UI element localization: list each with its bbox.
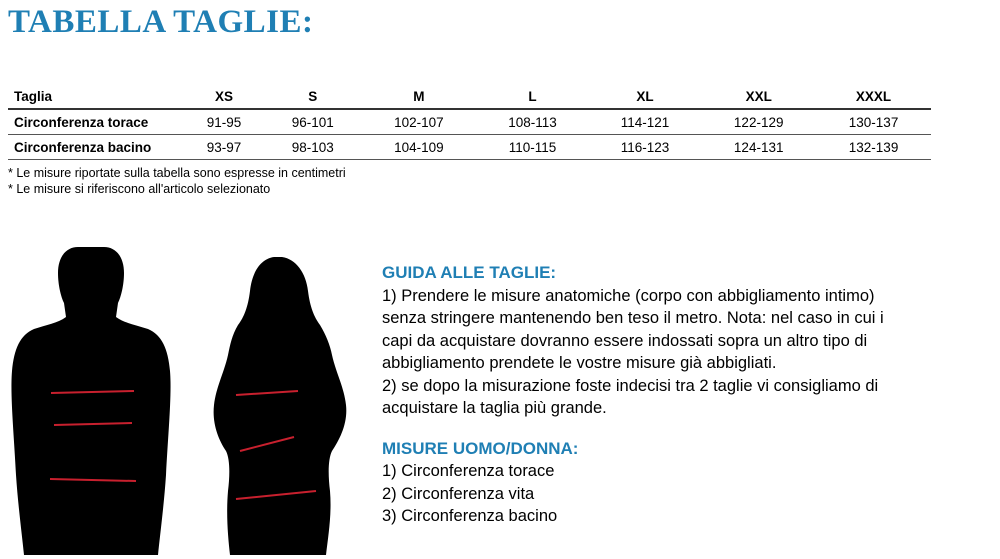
table-cell: 98-103 [264,135,361,160]
size-table [8,84,931,160]
table-header-row [8,84,931,109]
column-header: Taglia [8,84,184,109]
table-cell: 132-139 [816,135,931,160]
column-header: XXXL [816,84,931,109]
measure-item: 1) Circonferenza torace [382,462,555,480]
table-row [8,135,931,160]
table-cell: 102-107 [361,109,476,135]
guide-line: senza stringere mantenendo ben teso il metro. Nota: nel caso in cui i [382,309,884,327]
table-notes [8,165,346,197]
guide-line: abbigliamento prendete le vostre misure già abbigliati. [382,354,777,372]
table-cell: 110-115 [476,135,589,160]
size-guide [382,262,992,528]
table-cell: 104-109 [361,135,476,160]
measure-item: 3) Circonferenza bacino [382,507,558,525]
note-line: * Le misure si riferiscono all'articolo selezionato [8,182,271,196]
page-title: TABELLA TAGLIE: [8,4,314,40]
guide-line: 2) se dopo la misurazione foste indecisi tra 2 taglie vi consigliamo di [382,376,879,395]
table-cell: 93-97 [184,135,264,160]
table-cell: 124-131 [701,135,816,160]
column-header: XXL [701,84,816,109]
column-header: M [361,84,476,109]
column-header: XL [589,84,702,109]
guide-line: capi da acquistare dovranno essere indossati sopra un altro tipo di [382,331,868,350]
male-silhouette [6,245,176,555]
column-header: XS [184,84,264,109]
note-line: * Le misure riportate sulla tabella sono espresse in centimetri [8,166,346,180]
table-cell: 108-113 [476,109,589,135]
guide-line: 1) Prendere le misure anatomiche (corpo con abbigliamento intimo) [382,286,875,305]
table-cell: 91-95 [184,109,264,135]
table-row [8,109,931,135]
guide-line: acquistare la taglia più grande. [382,399,607,417]
row-label: Circonferenza bacino [8,135,184,160]
table-cell: 130-137 [816,109,931,135]
row-label: Circonferenza torace [8,109,184,135]
table-cell: 122-129 [701,109,816,135]
table-cell: 116-123 [589,135,702,160]
table-cell: 96-101 [264,109,361,135]
measures-heading: MISURE UOMO/DONNA: [382,438,579,458]
guide-heading: GUIDA ALLE TAGLIE: [382,263,557,282]
female-silhouette [208,255,358,555]
column-header: S [264,84,361,109]
table-cell: 114-121 [589,109,702,135]
column-header: L [476,84,589,109]
measure-item: 2) Circonferenza vita [382,484,535,503]
